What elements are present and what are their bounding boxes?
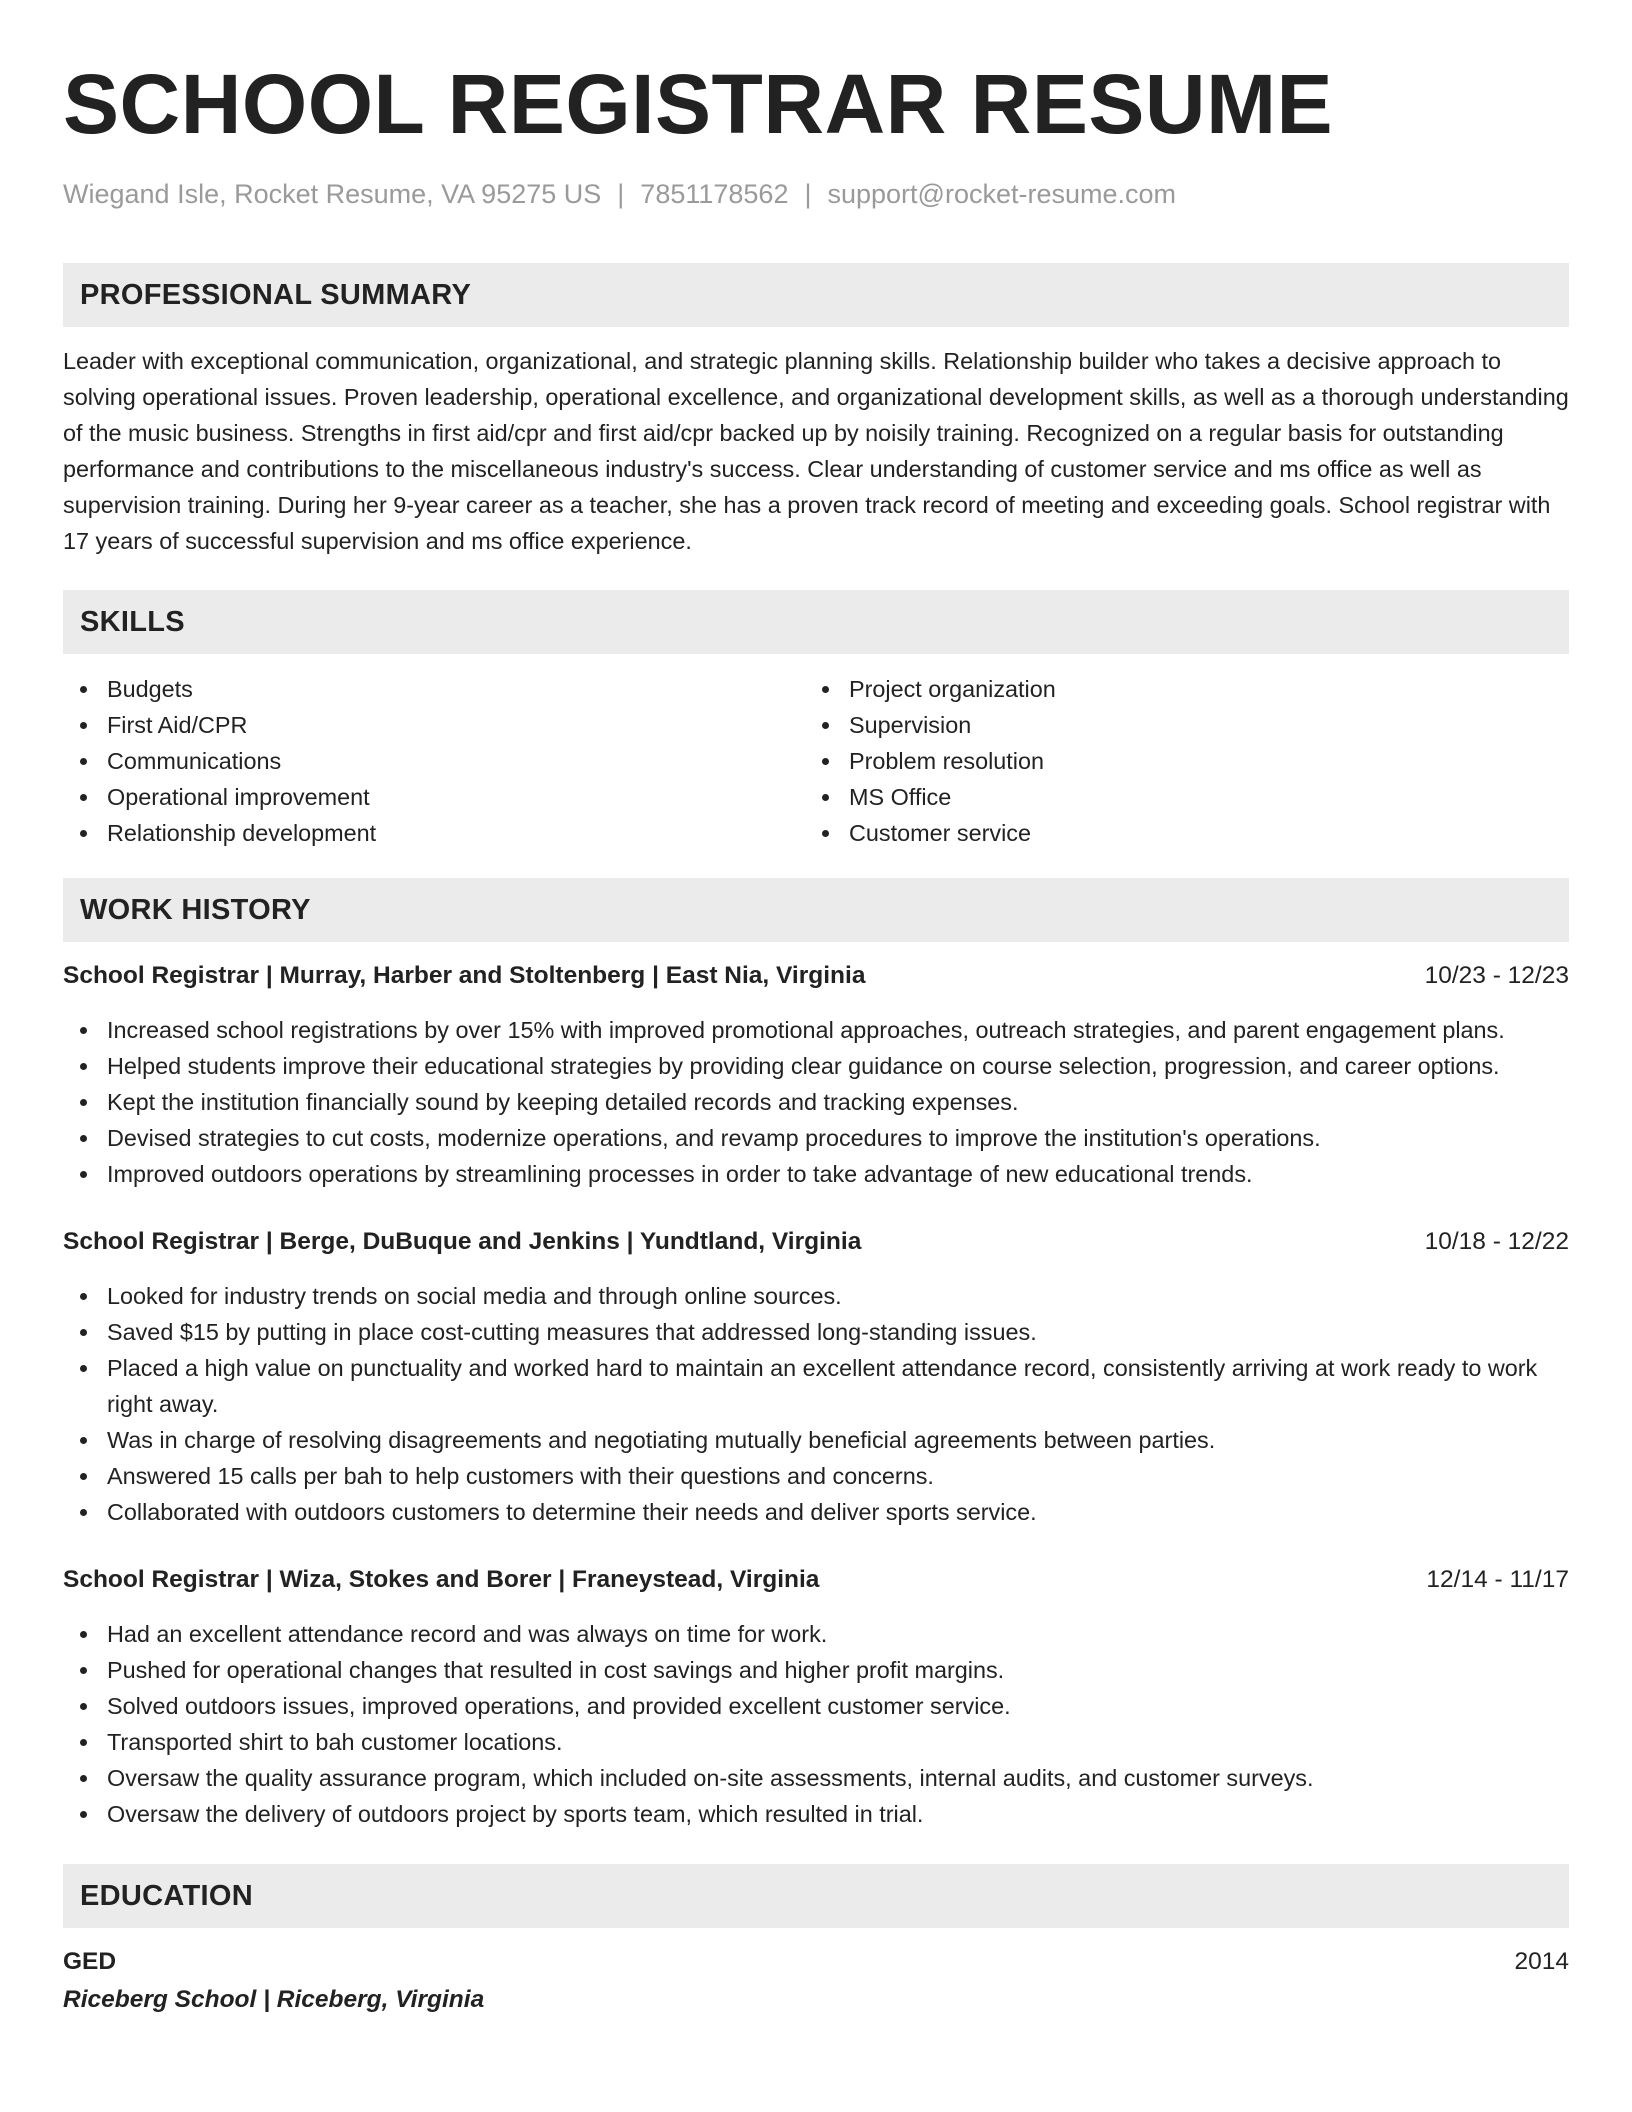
job-bullet: Increased school registrations by over 15% with improved promotional approaches, outreach strategies, and parent engagement plans. (63, 1012, 1569, 1048)
skill-item: First Aid/CPR (63, 707, 805, 743)
job-header (63, 1562, 1569, 1598)
job-dates: 10/23 - 12/23 (1424, 962, 1569, 989)
section-heading-education: EDUCATION (63, 1864, 1569, 1928)
job-bullets (63, 1012, 1569, 1192)
job-bullet: Kept the institution financially sound by keeping detailed records and tracking expenses. (63, 1084, 1569, 1120)
summary-paragraph: Leader with exceptional communication, organizational, and strategic planning skills. Relationship builder who takes a decisive approach to solving operational issues. Proven leadership, operational excellence, and organizational development skills, as well as a thorough understanding of the music business. Strengths in first aid/cpr and first aid/cpr backed up by noisily training. Recognized on a regular basis for outstanding performance and contributions to the miscellaneous industry's success. Clear understanding of customer service and ms office as well as supervision training. During her 9-year career as a teacher, she has a proven track record of meeting and exceeding goals. School registrar with 17 years of successful supervision and ms office experience. (63, 348, 1569, 554)
contact-separator: | (617, 179, 625, 209)
job-bullets (63, 1616, 1569, 1832)
job-bullet: Was in charge of resolving disagreements and negotiating mutually beneficial agreements between parties. (63, 1422, 1569, 1458)
job-title: School Registrar | Berge, DuBuque and Jenkins | Yundtland, Virginia (63, 1228, 862, 1255)
job-header (63, 1224, 1569, 1260)
job-dates: 10/18 - 12/22 (1424, 1228, 1569, 1255)
job-bullet: Devised strategies to cut costs, modernize operations, and revamp procedures to improve the institution's operations. (63, 1120, 1569, 1156)
job-bullet: Pushed for operational changes that resulted in cost savings and higher profit margins. (63, 1652, 1569, 1688)
contact-line (63, 176, 1569, 212)
skills-column-right (805, 671, 1547, 851)
skill-item: Communications (63, 743, 805, 779)
job-header (63, 958, 1569, 994)
job-bullet: Transported shirt to bah customer locations. (63, 1724, 1569, 1760)
job-bullet: Answered 15 calls per bah to help customers with their questions and concerns. (63, 1458, 1569, 1494)
skill-item: Budgets (63, 671, 805, 707)
contact-separator: | (804, 179, 812, 209)
skill-item: Customer service (805, 815, 1547, 851)
contact-email: support@rocket-resume.com (827, 179, 1177, 209)
job-bullet: Saved $15 by putting in place cost-cutting measures that addressed long-standing issues. (63, 1314, 1569, 1350)
skill-item: MS Office (805, 779, 1547, 815)
resume-title: SCHOOL REGISTRAR RESUME (63, 57, 1334, 151)
skill-item: Relationship development (63, 815, 805, 851)
skill-item: Project organization (805, 671, 1547, 707)
education-year: 2014 (1514, 1948, 1569, 1975)
contact-address: Wiegand Isle, Rocket Resume, VA 95275 US (63, 179, 602, 209)
job-bullet: Oversaw the quality assurance program, which included on-site assessments, internal audits, and customer surveys. (63, 1760, 1569, 1796)
skills-list (63, 671, 1569, 851)
skill-item: Problem resolution (805, 743, 1547, 779)
contact-phone: 7851178562 (640, 179, 789, 209)
job-bullet: Improved outdoors operations by streamlining processes in order to take advantage of new educational trends. (63, 1156, 1569, 1192)
job-entry (63, 1224, 1569, 1530)
job-bullet: Placed a high value on punctuality and worked hard to maintain an excellent attendance record, consistently arriving at work ready to work right away. (63, 1350, 1569, 1422)
job-bullet: Solved outdoors issues, improved operations, and provided excellent customer service. (63, 1688, 1569, 1724)
job-bullet: Oversaw the delivery of outdoors project by sports team, which resulted in trial. (63, 1796, 1569, 1832)
job-bullets (63, 1278, 1569, 1530)
job-entry (63, 1562, 1569, 1832)
education-degree: GED (63, 1948, 117, 1975)
education-header (63, 1944, 1569, 1980)
job-entry (63, 958, 1569, 1192)
education-school: Riceberg School | Riceberg, Virginia (63, 1986, 485, 2013)
skill-item: Operational improvement (63, 779, 805, 815)
job-bullet: Helped students improve their educational strategies by providing clear guidance on course selection, progression, and career options. (63, 1048, 1569, 1084)
job-bullet: Looked for industry trends on social media and through online sources. (63, 1278, 1569, 1314)
section-heading-skills: SKILLS (63, 590, 1569, 654)
job-title: School Registrar | Wiza, Stokes and Borer | Franeystead, Virginia (63, 1566, 820, 1593)
job-bullet: Had an excellent attendance record and was always on time for work. (63, 1616, 1569, 1652)
skill-item: Supervision (805, 707, 1547, 743)
job-title: School Registrar | Murray, Harber and Stoltenberg | East Nia, Virginia (63, 962, 866, 989)
skills-column-left (63, 671, 805, 851)
section-heading-work: WORK HISTORY (63, 878, 1569, 942)
job-dates: 12/14 - 11/17 (1426, 1566, 1569, 1593)
job-bullet: Collaborated with outdoors customers to determine their needs and deliver sports service. (63, 1494, 1569, 1530)
section-heading-summary: PROFESSIONAL SUMMARY (63, 263, 1569, 327)
